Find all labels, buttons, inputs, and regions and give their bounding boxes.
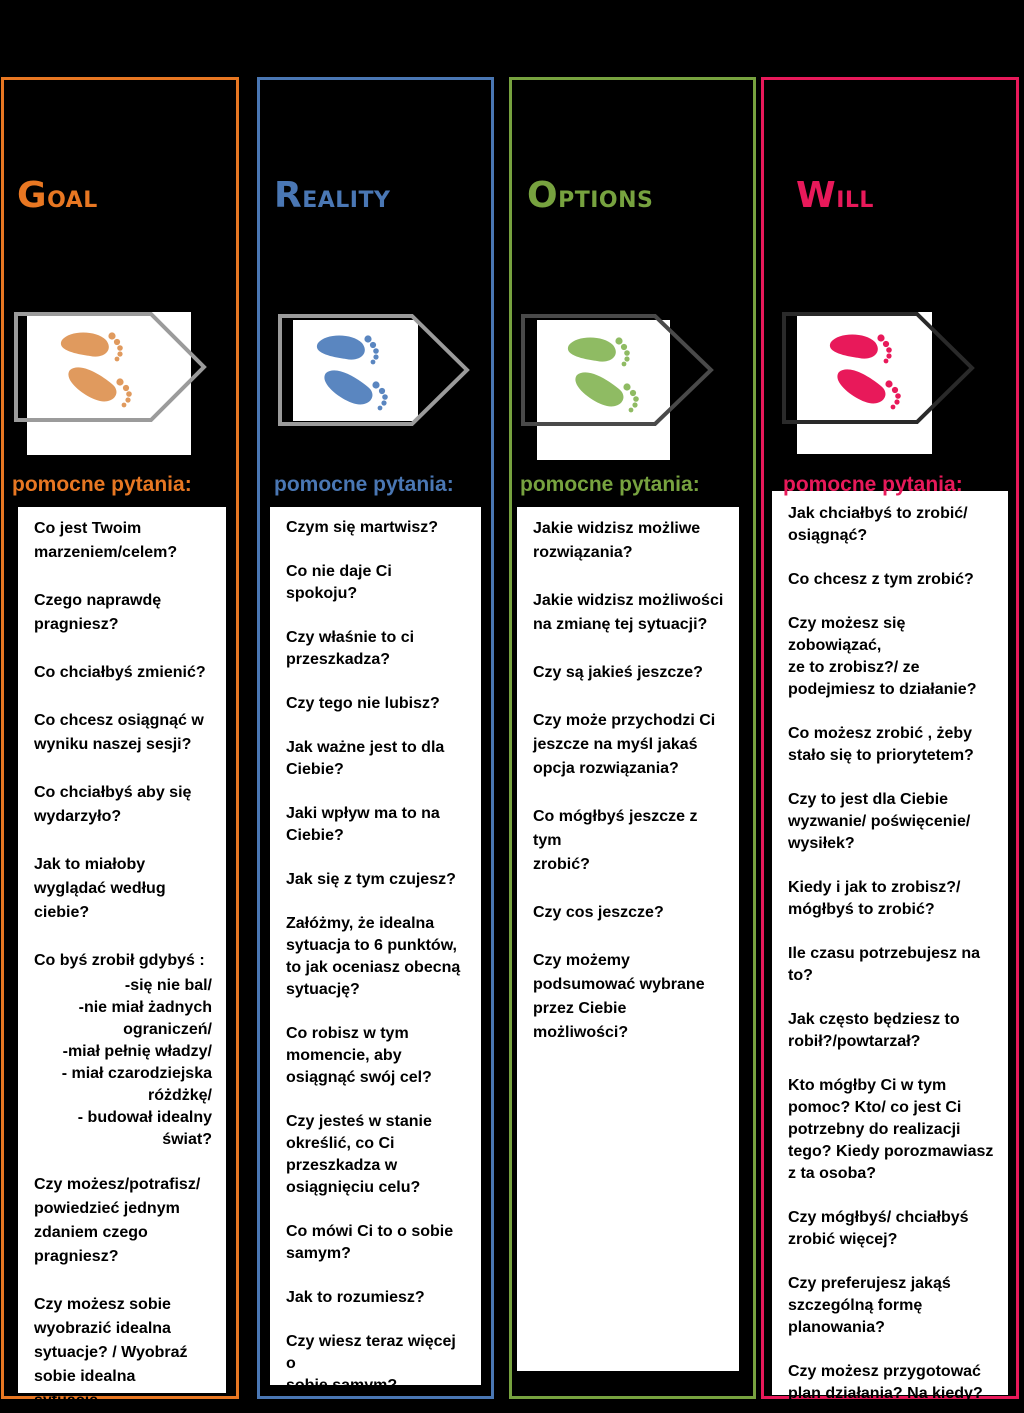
will-question-box [772,491,1008,1402]
footprints-icon [563,331,645,417]
question-item: Czy są jakieś jeszcze? [533,664,703,681]
question-item: Czy mógłbyś/ chciałbyś zrobić więcej? [788,1209,969,1248]
question-item: Jaki wpływ ma to na Ciebie? [286,805,440,844]
reality-subheading: pomocne pytania: [274,473,454,496]
question-item: Czy wiesz teraz więcej o sobie samym? [286,1333,456,1394]
will-subheading: pomocne pytania: [783,473,963,496]
question-item: Czy preferujesz jakąś szczególną formę planowania? [788,1275,951,1336]
question-item: Czy tego nie lubisz? [286,695,440,712]
question-item: Kiedy i jak to zrobisz?/ mógłbyś to zrobić? [788,879,961,918]
question-item: Jak często będziesz to robił?/powtarzał? [788,1011,960,1050]
footprints-icon [312,329,394,415]
options-question-box [517,507,739,1371]
question-item: Co nie daje Ci spokoju? [286,563,392,602]
will-title: Will [796,175,874,216]
footprints-icon [825,328,907,414]
question-item: Jakie widzisz możliwości na zmianę tej sytuacji? [533,592,724,633]
question-item: Czego naprawdę pragniesz? [34,592,162,633]
question-item: Czy możesz się zobowiązać, ze to zrobisz?/ ze podejmiesz to działanie? [788,615,977,698]
question-item: Czym się martwisz? [286,519,439,536]
goal-subheading: pomocne pytania: [12,473,192,496]
question-item: Czy cos jeszcze? [533,904,664,921]
question-item: Czy to jest dla Ciebie wyzwanie/ poświęcenie/ wysiłek? [788,791,971,852]
goal-subitems: -się nie bal/ -nie miał żadnych ograniczeń/ -miał pełnię władzy/ - miał czarodziejska różdżkę/ - budował idealny świat? [61,977,212,1148]
question-item: Jak to rozumiesz? [286,1289,425,1306]
goal-question-box [18,507,226,1409]
question-item: Jak się z tym czujesz? [286,871,456,888]
question-item: Czy może przychodzi Ci jeszcze na myśl jakaś opcja rozwiązania? [533,712,716,777]
question-item: Co robisz w tym momencie, aby osiągnąć swój cel? [286,1025,432,1086]
question-item: Jak to miałoby wyglądać według ciebie? [34,856,166,921]
question-item: Co możesz zrobić , żeby stało się to priorytetem? [788,725,974,764]
question-item: Czy możesz/potrafisz/ powiedzieć jednym zdaniem czego pragniesz? [34,1176,201,1265]
question-item: Co chciałbyś zmienić? [34,664,206,681]
question-item: Jak chciałbyś to zrobić/ osiągnąć? [788,505,968,544]
question-item: Co chcesz osiągnąć w wyniku naszej sesji? [34,712,204,753]
question-item: Jakie widzisz możliwe rozwiązania? [533,520,701,561]
goal-title: Goal [17,175,98,216]
question-item: Ile czasu potrzebujesz na to? [788,945,981,984]
question-item: Kto mógłby Ci w tym pomoc? Kto/ co jest Ci potrzebny do realizacji tego? Kiedy porozmawiasz z ta osoba? [788,1077,994,1182]
question-item: Co chciałbyś aby się wydarzyło? [34,784,192,825]
question-item: Czy właśnie to ci przeszkadza? [286,629,415,668]
question-item: Co byś zrobił gdybyś : [34,952,205,969]
question-item: Jak ważne jest to dla Ciebie? [286,739,445,778]
question-item: Co jest Twoim marzeniem/celem? [34,520,178,561]
question-item: Czy jesteś w stanie określić, co Ci przeszkadza w osiągnięciu celu? [286,1113,432,1196]
reality-question-box [270,507,481,1394]
options-subheading: pomocne pytania: [520,473,700,496]
question-item: Czy możesz sobie wyobrazić idealna sytuacje? / Wyobraź sobie idealna sytuacje… [34,1296,188,1409]
question-item: Czy możemy podsumować wybrane przez Ciebie możliwości? [533,952,705,1041]
question-item: Załóżmy, że idealna sytuacja to 6 punktów, to jak oceniasz obecną sytuację? [286,915,461,998]
reality-title: Reality [274,175,391,216]
question-item: Co mógłbyś jeszcze z tym zrobić? [533,808,698,873]
question-item: Czy możesz przygotować plan działania? Na kiedy? [788,1363,983,1402]
footprints-icon [56,326,138,412]
question-item: Co mówi Ci to o sobie samym? [286,1223,454,1262]
question-item: Co chcesz z tym zrobić? [788,571,974,588]
options-title: Options [527,175,654,216]
